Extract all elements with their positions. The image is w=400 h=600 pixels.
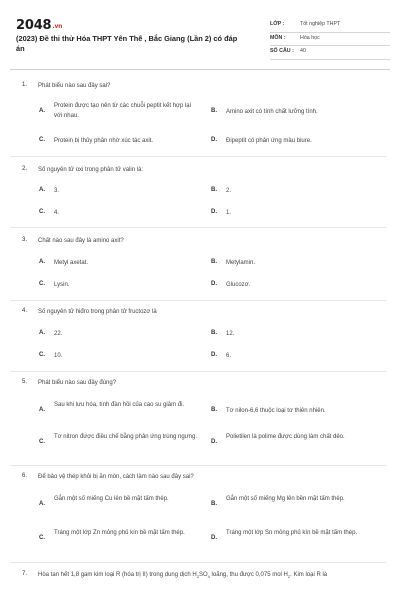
option-text: Tráng một lớp Zn mỏng phủ kín bề mặt tấm thép.	[54, 530, 185, 536]
option-text: Đipeptit có phản ứng màu biure.	[226, 138, 312, 144]
option-text: Protein bị thủy phân nhờ xúc tác axit.	[54, 138, 153, 144]
meta-key: MÔN :	[270, 34, 286, 41]
option-letter: B.	[211, 259, 217, 265]
option-letter: C.	[39, 535, 45, 541]
question-text: Để bảo vệ thép khỏi bị ăn mòn, cách làm nào sau đây sai?	[38, 474, 194, 480]
option-letter: D.	[211, 352, 217, 358]
logo-text: 2048	[16, 18, 52, 33]
subscript: 2	[196, 574, 199, 580]
question-number: 2.	[22, 166, 28, 172]
option-text: 6.	[226, 353, 232, 359]
question-number: 5.	[22, 379, 28, 385]
option-letter: B.	[211, 187, 217, 193]
option-text: Tơ nitron được điều chế bằng phản ứng trùng ngưng.	[54, 434, 198, 440]
option-letter: C.	[39, 439, 45, 445]
option-text: 2.	[226, 188, 232, 194]
option-letter: D.	[211, 209, 217, 215]
option-text: Gắn một số miếng Mg lên bền mặt tấm thép.	[226, 496, 345, 502]
option-letter: A.	[39, 259, 45, 265]
option-letter: A.	[39, 501, 45, 507]
option-text: 12.	[226, 331, 235, 337]
meta-value: Tốt nghiệp THPT	[300, 21, 341, 27]
meta-row-count	[270, 46, 390, 60]
option-text: Metylamin.	[226, 260, 256, 266]
option-text: Glucozơ.	[226, 282, 251, 288]
question-text-part: loãng, thu được 0,075 mol H	[209, 572, 288, 578]
option-text: Gắn một số miếng Cu lên bề mặt tấm thép.	[54, 496, 169, 502]
option-letter: B.	[211, 407, 217, 413]
option-letter: A.	[39, 330, 45, 336]
option-letter: D.	[211, 281, 217, 287]
question-text	[38, 571, 378, 581]
option-letter: D.	[211, 439, 217, 445]
header-divider	[10, 69, 390, 70]
exam-title: (2023) Đề thi thử Hóa THPT Yên Thế , Bắc Giang (Lần 2) có đáp án	[16, 34, 238, 53]
exam-header	[16, 10, 386, 66]
exam-meta	[270, 19, 390, 60]
option-letter: C.	[39, 281, 45, 287]
question-number: 7.	[22, 571, 28, 577]
option-text: Tráng một lớp Sn mỏng phủ kín bề mặt tấm thép.	[226, 530, 358, 536]
option-text: 1.	[226, 210, 232, 216]
question-separator	[10, 227, 386, 228]
option-text: Lysin.	[54, 282, 70, 288]
question-text: Số nguyên tử hiđro trong phân tử fructozơ là	[38, 309, 157, 315]
option-letter: D.	[211, 535, 217, 541]
option-letter: B.	[211, 108, 217, 114]
logo-suffix: .vn	[52, 23, 63, 30]
meta-key: SỐ CÂU :	[270, 48, 294, 54]
question-separator	[10, 562, 386, 563]
question-number: 6.	[22, 473, 28, 479]
option-text: 10.	[54, 353, 63, 359]
question-text: Số nguyên tử oxi trong phân tử valin là:	[38, 167, 144, 173]
question-text-part: SO	[198, 572, 208, 578]
option-letter: C.	[39, 352, 45, 358]
meta-key: LỚP :	[270, 21, 285, 27]
meta-value: Hóa học	[300, 34, 320, 41]
question-separator	[10, 465, 386, 466]
option-text: Sau khi lưu hóa, tính đàn hồi của cao su giảm đi.	[54, 402, 185, 408]
question-text-part: Hòa tan hết 1,8 gam kim loại R (hóa trị II) trong dung dịch H	[38, 572, 197, 578]
option-letter: B.	[211, 501, 217, 507]
meta-underline	[270, 59, 390, 60]
question-number: 1.	[22, 82, 28, 88]
question-separator	[10, 300, 386, 301]
subscript: 2	[287, 574, 291, 580]
option-letter: A.	[39, 407, 45, 413]
option-text: 3.	[54, 188, 60, 194]
option-text: Metyl axetat.	[54, 260, 89, 266]
option-text: Amino axit có tính chất lưỡng tính.	[226, 109, 318, 115]
meta-value: 40	[300, 48, 306, 54]
option-text: Protein được tạo nên từ các chuỗi peptit kết hợp lại với nhau.	[54, 103, 191, 119]
meta-row-subject	[270, 33, 390, 47]
subscript: 4	[207, 574, 210, 580]
option-text: 22.	[54, 331, 63, 337]
meta-row-class	[270, 19, 390, 33]
option-text: 4.	[54, 210, 60, 216]
site-logo[interactable]	[16, 18, 62, 33]
question-number: 3.	[22, 237, 28, 243]
option-letter: C.	[39, 137, 45, 143]
option-text: Polietilen là polime được dùng làm chất dẻo.	[226, 434, 345, 440]
option-text: Tơ nilon-6,6 thuộc loại tơ thiên nhiên.	[226, 408, 326, 414]
option-letter: C.	[39, 209, 45, 215]
question-number: 4.	[22, 308, 28, 314]
question-text-part: . Kim loại R là	[290, 572, 328, 578]
question-text: Phát biểu nào sau đây đúng?	[38, 380, 117, 386]
question-text: Chất nào sau đây là amino axit?	[38, 238, 124, 244]
question-separator	[10, 156, 386, 157]
option-letter: B.	[211, 330, 217, 336]
option-letter: A.	[39, 187, 45, 193]
option-letter: D.	[211, 137, 217, 143]
question-separator	[10, 371, 386, 372]
option-letter: A.	[39, 108, 45, 114]
question-text: Phát biểu nào sau đây sai?	[38, 83, 111, 89]
